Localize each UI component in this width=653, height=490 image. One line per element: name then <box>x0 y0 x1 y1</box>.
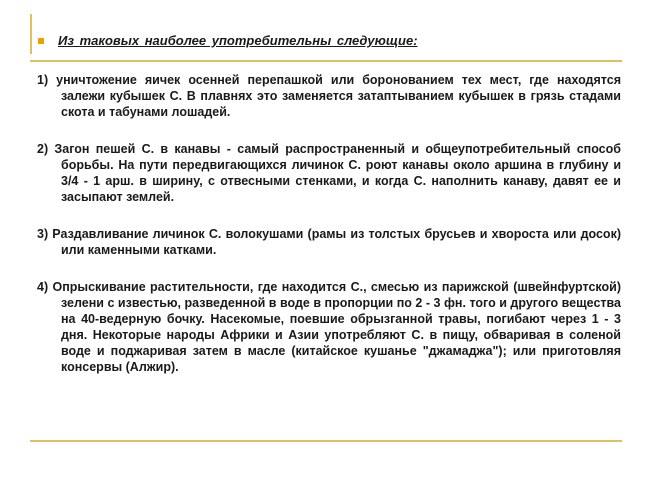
paragraph-3: 3) Раздавливание личинок С. волокушами (рамы из толстых брусьев и хвороста или досок) или каменными катками. <box>37 227 621 257</box>
content-body <box>37 72 621 396</box>
square-bullet-icon <box>38 38 44 44</box>
left-accent-line <box>30 14 32 54</box>
heading-row <box>38 33 418 48</box>
top-divider <box>30 60 622 62</box>
slide-heading: Из таковых наиболее употребительны следующие: <box>58 33 418 48</box>
paragraph-4: 4) Опрыскивание растительности, где находится С., смесью из парижской (швейнфуртской) зелени с известью, разведенной в воде в пропорции по 2 - 3 фн. того и другого вещества на 40-ведерную бочку. Насекомые, поевшие обрызганной травы, погибают через 1 - 3 дня. Некоторые народы Африки и Азии употребляют С. в пищу, обваривая в соленой воде и поджаривая затем в масле (китайское кушанье "джамаджа"); или приготовляя консервы (Алжир). <box>37 280 621 374</box>
paragraph-1: 1) уничтожение яичек осенней перепашкой или боронованием тех мест, где находятся залежи кубышек С. В плавнях это заменяется затаптыванием кубышек в грязь стадами скота и табунами лошадей. <box>37 73 621 119</box>
paragraph-2: 2) Загон пешей С. в канавы - самый распространенный и общеупотребительный способ борьбы. На пути передвигающихся личинок С. роют канавы около аршина в глубину и 3/4 - 1 арш. в ширину, с отвесными стенками, и когда С. наполнить канаву, давят ее и засыпают землей. <box>37 142 621 204</box>
bottom-divider <box>30 440 622 442</box>
